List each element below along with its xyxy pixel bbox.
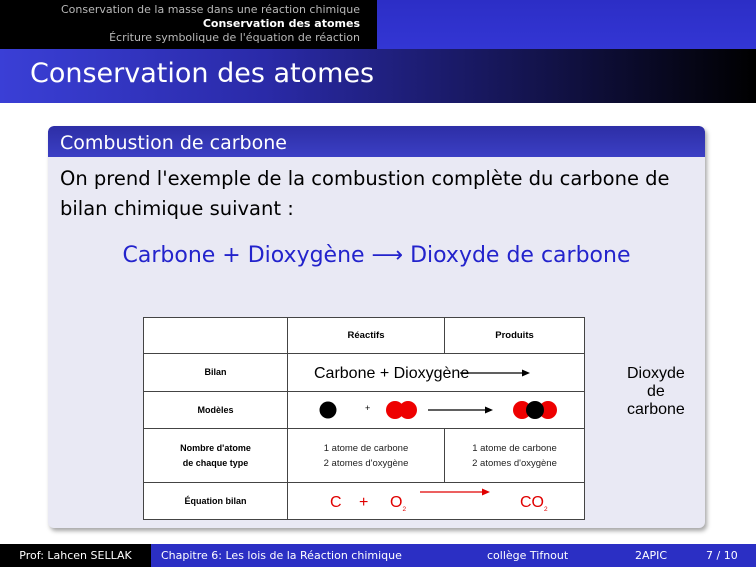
- eq-carbon: C: [330, 494, 342, 511]
- bilan-reactifs-text: Carbone + Dioxygène: [314, 365, 470, 382]
- block-body-text: On prend l'exemple de la combustion complète du carbone de bilan chimique suivant :: [60, 167, 670, 220]
- table-corner-cell: [144, 318, 288, 354]
- eq-co2-subscript: 2: [544, 506, 548, 514]
- nombre-reactifs-line2: 2 atomes d'oxygène: [323, 457, 409, 469]
- nombre-produits-line2: 2 atomes d'oxygène: [472, 457, 557, 469]
- table-row-nombre: [144, 429, 585, 483]
- nombre-label-line1: Nombre d'atome: [180, 442, 251, 453]
- eq-dioxygen: [390, 494, 406, 513]
- bilan-cell: [288, 354, 685, 418]
- modeles-plus-sign: +: [365, 403, 371, 413]
- eq-dioxygen-subscript: 2: [402, 506, 407, 514]
- word-equation: Carbone + Dioxygène ⟶ Dioxyde de carbone: [122, 243, 631, 268]
- table-header-row: [144, 318, 585, 354]
- eq-dioxygen-symbol: O: [390, 494, 403, 511]
- table-row-bilan: [144, 354, 585, 392]
- nombre-reactifs-cell: [288, 429, 445, 483]
- block-header: [48, 126, 705, 157]
- nombre-produits-line1: 1 atome de carbone: [472, 442, 557, 454]
- bilan-table: [143, 317, 685, 520]
- nav-item-ecriture-symbolique[interactable]: Écriture symbolique de l'équation de réaction: [109, 31, 360, 44]
- header-produits: Produits: [445, 318, 585, 354]
- footer-chapter: Chapitre 6: Les lois de la Réaction chimique: [161, 549, 402, 562]
- equation-cell: [288, 483, 585, 520]
- row-label-bilan: Bilan: [144, 354, 288, 392]
- header-reactifs: Réactifs: [288, 318, 445, 354]
- bilan-table-figure: [143, 317, 685, 520]
- molecule-models-icon: [288, 392, 585, 428]
- example-block: [48, 126, 705, 528]
- section-list: [0, 0, 377, 49]
- row-label-equation: Équation bilan: [144, 483, 288, 520]
- footer-info: [151, 544, 756, 567]
- frame-title: Conservation des atomes: [30, 58, 375, 89]
- reaction-arrow-icon: [460, 368, 530, 378]
- nombre-reactifs-line1: 1 atome de carbone: [323, 442, 409, 454]
- footer-page-number[interactable]: 7 / 10: [706, 549, 738, 562]
- nav-item-conservation-atomes[interactable]: Conservation des atomes: [202, 17, 360, 30]
- table-row-modeles: [144, 392, 585, 429]
- section-navigation: [0, 0, 756, 49]
- bilan-produits-text: Dioxyde de carbone: [627, 365, 685, 418]
- footer-author: Prof: Lahcen SELLAK: [0, 544, 151, 567]
- footer-level: 2APIC: [635, 549, 668, 562]
- block-title: Combustion de carbone: [60, 132, 287, 154]
- equation-arrow-icon: [420, 487, 490, 497]
- eq-co2-symbol: CO: [520, 494, 544, 511]
- nombre-label-line2: de chaque type: [182, 457, 249, 468]
- eq-plus-sign: +: [359, 494, 369, 511]
- table-row-equation: [144, 483, 585, 520]
- frame-title-bar: [0, 49, 756, 103]
- footer-bar: [0, 544, 756, 567]
- nav-bar-fill: [377, 0, 756, 49]
- row-label-nombre: [144, 429, 288, 483]
- footer-school: collège Tifnout: [487, 549, 569, 562]
- nombre-produits-cell: [445, 429, 585, 483]
- nav-item-conservation-masse[interactable]: Conservation de la masse dans une réaction chimique: [60, 3, 360, 16]
- row-label-modeles: Modèles: [144, 392, 288, 429]
- modeles-cell: [288, 392, 585, 429]
- eq-carbon-dioxide: [520, 494, 548, 513]
